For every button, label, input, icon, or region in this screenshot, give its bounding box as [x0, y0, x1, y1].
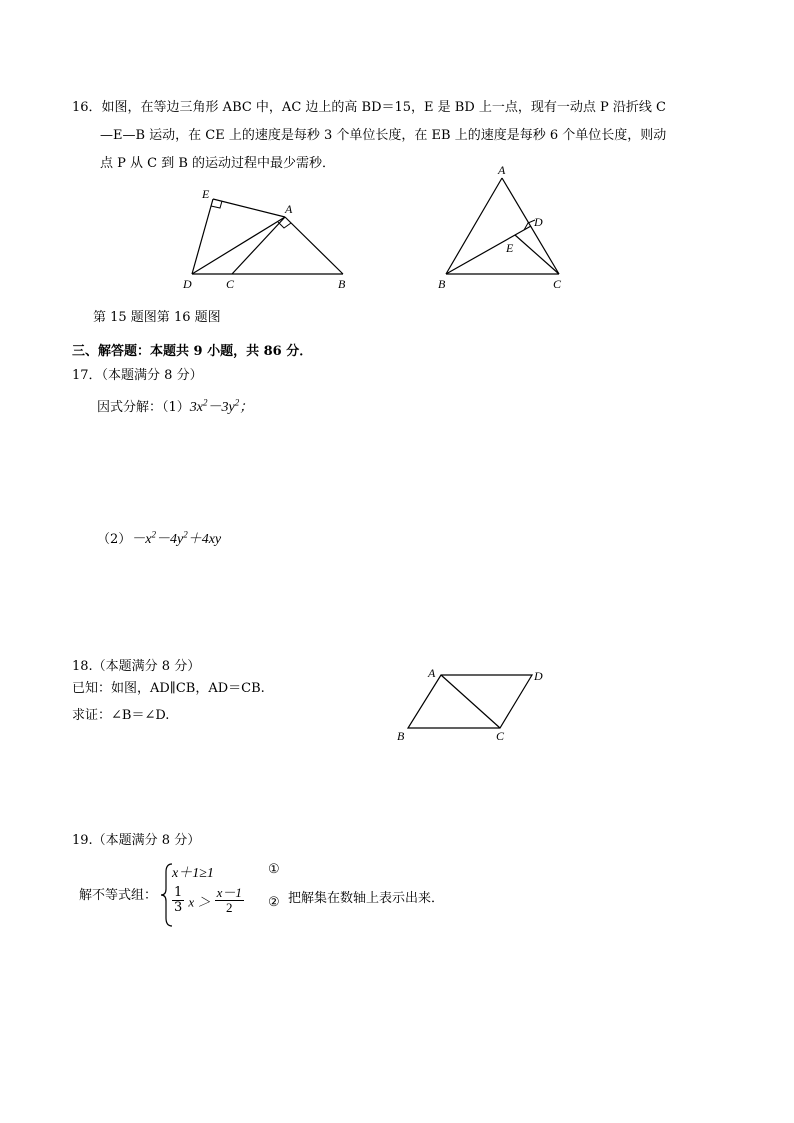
- fig16-label-d: D: [534, 215, 543, 229]
- fig16-label-c: C: [553, 277, 562, 291]
- q19-fraction-1-denominator: 3: [174, 900, 183, 916]
- fig15-segment-ea: [213, 199, 285, 217]
- q17-header: 17．（本题满分 8 分）: [72, 368, 203, 383]
- q18-prove: 求证：∠B＝∠D.: [72, 708, 170, 723]
- q19-fraction-one-third: [172, 886, 184, 916]
- q19-inequality-2-middle: x ＞: [188, 894, 211, 910]
- figure-16: [432, 160, 572, 295]
- fig15-label-d: D: [183, 277, 192, 291]
- fig16-segment-ec: [515, 235, 559, 274]
- figure-18: [392, 664, 552, 746]
- q19-inequality-1: x＋1≥1: [172, 866, 214, 881]
- fig15-segment-ca: [232, 217, 285, 274]
- q19-header: 19.（本题满分 8 分）: [72, 833, 201, 848]
- fig16-segment-ab: [446, 178, 502, 274]
- q17-part2-expression: $-x^2-4y^2+4xy$: [131, 529, 222, 547]
- q17-part2-prefix: （2）: [97, 532, 132, 547]
- q16-line3: 点 P 从 C 到 B 的运动过程中最少需秒．: [100, 156, 336, 171]
- q17-part1-prefix: 因式分解：（1）: [97, 400, 190, 415]
- fig15-label-a: A: [285, 202, 293, 216]
- q19-circle-2: ②: [268, 895, 280, 910]
- q19-inequality-2: [172, 886, 244, 916]
- q19-fraction-2-denominator: 2: [225, 900, 233, 916]
- fig16-label-e: E: [506, 241, 514, 255]
- q19-suffix: 把解集在数轴上表示出来．: [288, 891, 445, 906]
- figure-caption: 第 15 题图第 16 题图: [93, 310, 221, 325]
- q19-fraction-1-numerator: 1: [174, 885, 183, 900]
- fig18-label-d: D: [534, 669, 543, 683]
- q17-part2: [97, 528, 221, 548]
- fig15-label-e: E: [202, 187, 210, 201]
- q17-part1-expression: $3x^2-3y^2$；: [189, 397, 254, 415]
- fig15-segment-ab: [285, 217, 343, 274]
- q17-part1: [97, 396, 253, 416]
- fig16-segment-bd: [446, 226, 531, 274]
- q18-given: 已知：如图，AD∥CB，AD＝CB.: [72, 681, 265, 696]
- fig15-label-c: C: [226, 277, 235, 291]
- fig18-label-c: C: [496, 729, 505, 743]
- fig16-label-a: A: [498, 163, 506, 177]
- fig16-label-b: B: [438, 277, 446, 291]
- q16-line2: —E—B 运动，在 CE 上的速度是每秒 3 个单位长度，在 EB 上的速度是每秒 6 个单位长度，则动: [100, 128, 667, 143]
- fig18-diagonal-ac: [441, 675, 500, 728]
- section-3-heading: 三、解答题：本题共 9 小题，共 86 分．: [72, 344, 313, 359]
- fig15-label-b: B: [338, 277, 346, 291]
- q19-fraction-x-minus-1-over-2: [215, 886, 244, 916]
- q19-circle-1: ①: [268, 862, 280, 877]
- q19-prefix: 解不等式组：: [79, 888, 158, 903]
- fig18-label-b: B: [397, 729, 405, 743]
- figure-15: [175, 182, 365, 292]
- fig18-label-a: A: [428, 666, 436, 680]
- q19-fraction-2-numerator: x－1: [216, 885, 242, 900]
- q18-header: 18.（本题满分 8 分）: [72, 659, 201, 674]
- q16-line1: 16．如图，在等边三角形 ABC 中，AC 边上的高 BD＝15，E 是 BD 上一点，现有一动点 P 沿折线 C: [72, 100, 667, 115]
